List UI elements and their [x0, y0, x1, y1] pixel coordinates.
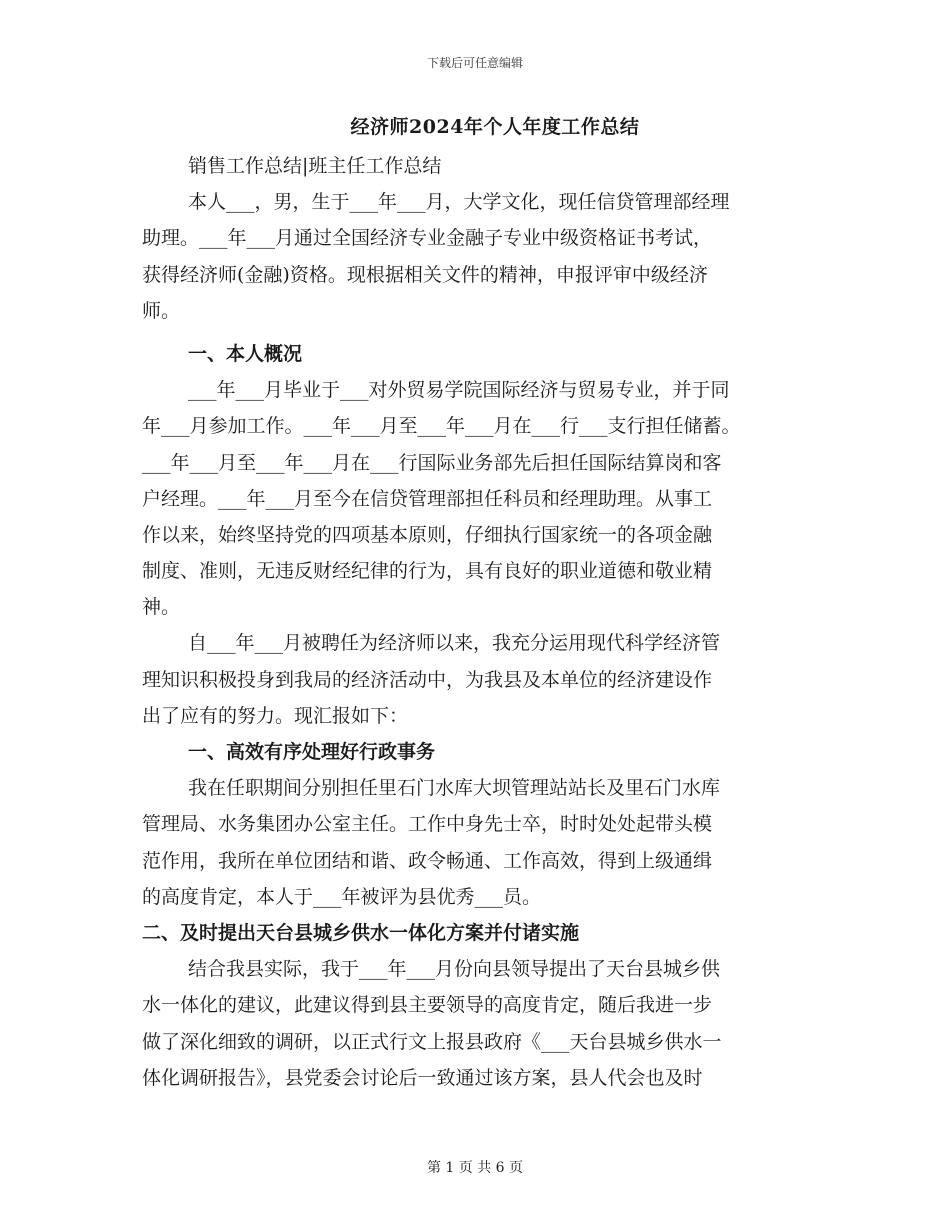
paragraph-line: 的高度肯定，本人于___年被评为县优秀___员。	[142, 885, 542, 908]
header-note: 下载后可任意编辑	[426, 56, 523, 70]
document-body	[142, 148, 822, 1096]
paragraph-line: 年___月参加工作。___年___月至___年___月在___行___支行担任储蓄。	[142, 415, 741, 438]
page-footer: 第 1 页 共 6 页	[426, 1160, 524, 1176]
paragraph-line: 神。	[142, 596, 181, 619]
paragraph-line: 户经理。___年___月至今在信贷管理部担任科员和经理助理。从事工	[142, 487, 713, 510]
paragraph-line: ___年___月至___年___月在___行国际业务部先后担任国际结算岗和客	[142, 451, 722, 474]
paragraph-line: 结合我县实际，我于___年___月份向县领导提出了天台县城乡供	[188, 958, 721, 981]
paragraph-line: 理知识积极投身到我局的经济活动中，为我县及本单位的经济建设作	[142, 668, 713, 691]
paragraph-line: 作以来，始终坚持党的四项基本原则，仔细执行国家统一的各项金融	[142, 523, 713, 546]
section-heading: 二、及时提出天台县城乡供水一体化方案并付诸实施	[142, 921, 580, 944]
paragraph-line: 做了深化细致的调研，以正式行文上报县政府《___天台县城乡供水一	[142, 1030, 722, 1053]
paragraph-line: 水一体化的建议，此建议得到县主要领导的高度肯定，随后我进一步	[142, 994, 713, 1017]
paragraph-line: 助理。___年___月通过全国经济专业金融子专业中级资格证书考试，	[142, 227, 713, 250]
section-heading: 一、本人概况	[188, 342, 303, 365]
paragraph-line: 范作用，我所在单位团结和谐、政令畅通、工作高效，得到上级通缉	[142, 849, 713, 872]
section-heading: 一、高效有序处理好行政事务	[188, 741, 436, 763]
paragraph-line: 管理局、水务集团办公室主任。工作中身先士卒，时时处处起带头模	[142, 813, 713, 836]
paragraph-line: 本人___，男，生于___年___月，大学文化，现任信贷管理部经理	[188, 191, 730, 214]
subtitle-line: 销售工作总结|班主任工作总结	[188, 155, 442, 177]
paragraph-line: 获得经济师(金融)资格。现根据相关文件的精神，申报评审中级经济	[142, 263, 708, 286]
paragraph-line: 制度、准则，无违反财经纪律的行为，具有良好的职业道德和敬业精	[142, 560, 713, 583]
paragraph-line: 师。	[142, 299, 181, 322]
paragraph-line: 出了应有的努力。现汇报如下：	[142, 704, 409, 727]
paragraph-line: 自___年___月被聘任为经济师以来，我充分运用现代科学经济管	[188, 632, 721, 655]
document-title: 经济师2024年个人年度工作总结	[350, 116, 640, 138]
paragraph-line: 体化调研报告》，县党委会讨论后一致通过该方案，县人代会也及时	[142, 1066, 703, 1089]
paragraph-line: 我在任职期间分别担任里石门水库大坝管理站站长及里石门水库	[188, 777, 721, 800]
paragraph-line: ___年___月毕业于___对外贸易学院国际经济与贸易专业，并于同	[188, 379, 730, 402]
